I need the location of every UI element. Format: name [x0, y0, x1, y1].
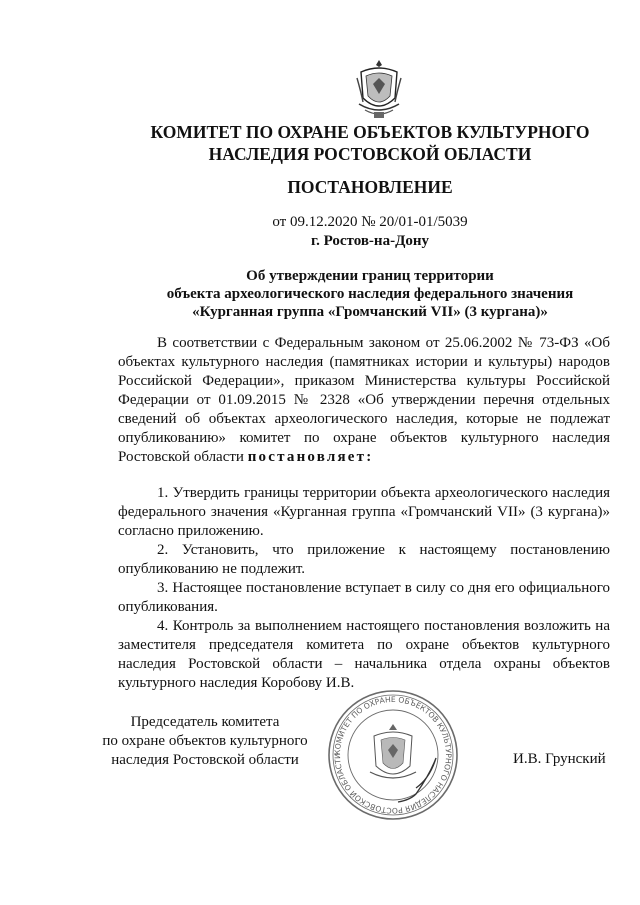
coat-of-arms-emblem	[355, 58, 403, 120]
preamble-paragraph	[118, 334, 610, 467]
subject-line-1: Об утверждении границ территории	[246, 268, 494, 284]
organization-line-1: КОМИТЕТ ПО ОХРАНЕ ОБЪЕКТОВ КУЛЬТУРНОГО	[150, 122, 590, 142]
document-subject	[100, 267, 640, 321]
preamble-text: В соответствии с Федеральным законом от 25.06.2002 № 73-ФЗ «Об объектах культурного наследия (памятниках истории и культуры) народов Российской Федерации», приказом Министерства культуры Российской Федерации от 01.09.2015 № 2328 «Об утверждении перечня отдельных сведений об объектах археологического наследия, которые не подлежат опубликованию» комитет по охране объектов культурного наследия Ростовской области	[118, 335, 610, 465]
official-seal-stamp	[326, 688, 460, 822]
document-date-number: от 09.12.2020 № 20/01-01/5039	[272, 214, 468, 230]
organization-name	[100, 121, 640, 165]
document-type: ПОСТАНОВЛЕНИЕ	[287, 177, 453, 197]
subject-line-2: объекта археологического наследия федерального значения	[166, 286, 574, 302]
organization-line-2: НАСЛЕДИЯ РОСТОВСКОЙ ОБЛАСТИ	[208, 144, 532, 164]
resolution-items	[118, 484, 610, 693]
position-line-1: Председатель комитета	[130, 714, 280, 730]
resolution-item-3: 3. Настоящее постановление вступает в силу со дня его официального опубликования.	[118, 580, 610, 615]
resolution-item-4: 4. Контроль за выполнением настоящего постановления возложить на заместителя председателя комитета по охране объектов культурного наследия Ростовской области – начальника отдела охраны объектов культурного наследия Коробову И.В.	[118, 618, 610, 691]
position-line-2: по охране объектов культурного	[102, 733, 308, 749]
signatory-name: И.В. Грунский	[513, 751, 606, 767]
signatory-position	[80, 713, 330, 770]
resolution-item-1: 1. Утвердить границы территории объекта археологического наследия федерального значения «Курганная группа «Громчанский VII» (3 кургана)» согласно приложению.	[118, 485, 610, 539]
seal-text: КОМИТЕТ ПО ОХРАНЕ ОБЪЕКТОВ КУЛЬТУРНОГО НАСЛЕДИЯ РОСТОВСКОЙ ОБЛАСТИ	[332, 694, 454, 816]
subject-line-3: «Курганная группа «Громчанский VII» (3 кургана)»	[192, 304, 548, 320]
resolution-item-2: 2. Установить, что приложение к настоящему постановлению опубликованию не подлежит.	[118, 542, 610, 577]
document-city: г. Ростов-на-Дону	[310, 233, 430, 249]
resolve-word: постановляет:	[247, 449, 374, 465]
position-line-3: наследия Ростовской области	[111, 752, 299, 768]
